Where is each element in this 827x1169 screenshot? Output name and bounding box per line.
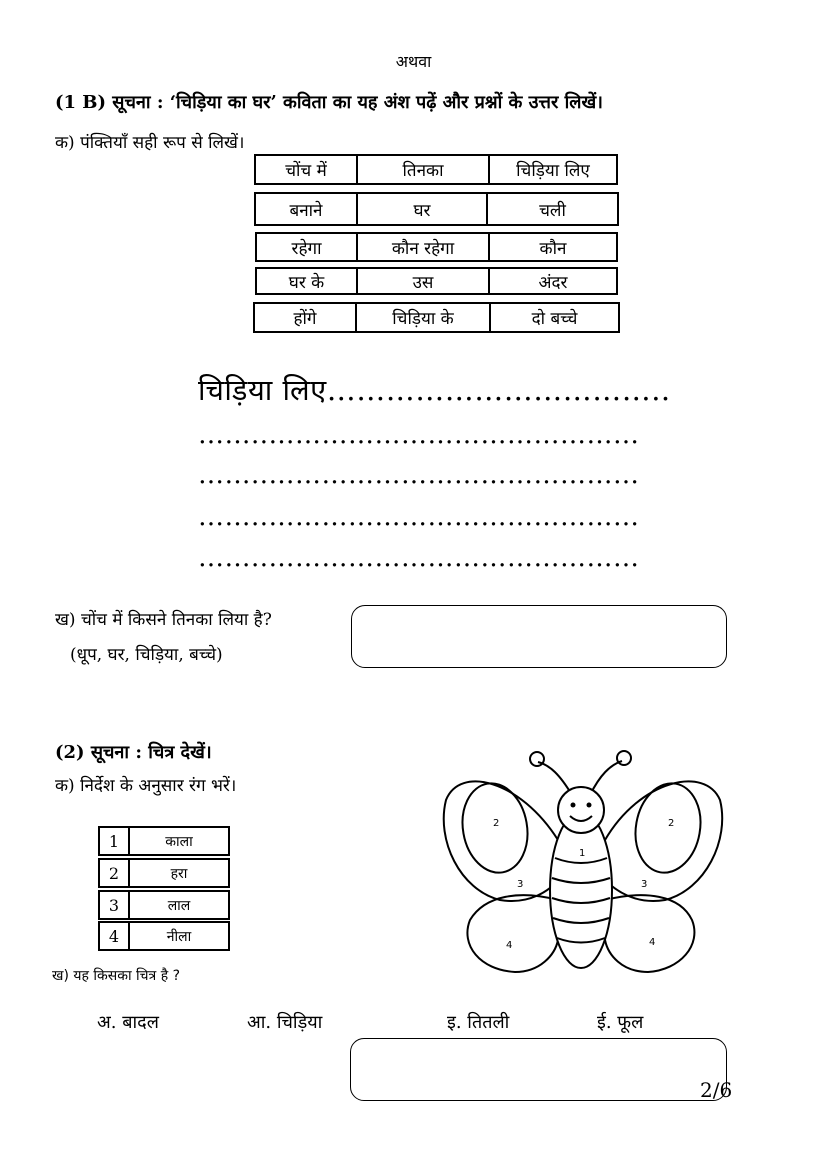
wing-number-label: 2: [493, 818, 500, 829]
word-cell: दो बच्चे: [490, 303, 619, 332]
q2-part-b-question: ख) यह किसका चित्र है ?: [52, 968, 181, 984]
color-key-number: 3: [99, 891, 129, 919]
word-cell: होंगे: [254, 303, 356, 332]
word-cell: चिड़िया लिए: [489, 155, 617, 184]
dotted-writing-line: ……..……………………………………: [198, 502, 640, 532]
word-cell: घर के: [256, 268, 357, 294]
color-key-number: 1: [99, 827, 129, 855]
answer-box-q1b[interactable]: [351, 605, 727, 668]
word-cell: चिड़िया के: [356, 303, 490, 332]
wing-number-label: 2: [668, 818, 675, 829]
word-cell: तिनका: [357, 155, 489, 184]
dotted-writing-line: ……..……………………………………: [198, 543, 640, 573]
word-cell: बनाने: [255, 193, 357, 225]
dotted-writing-line: ……..……………………………………: [198, 420, 640, 450]
word-table-row-4: [255, 267, 618, 295]
color-key-name: काला: [129, 827, 229, 855]
color-key-row-2: [98, 858, 230, 888]
word-cell: कौन रहेगा: [357, 233, 489, 261]
option-aa[interactable]: आ. चिड़िया: [247, 1012, 323, 1033]
word-cell: रहेगा: [256, 233, 357, 261]
butterfly-illustration: [440, 750, 730, 985]
option-a[interactable]: अ. बादल: [97, 1012, 159, 1033]
color-key-row-1: [98, 826, 230, 856]
color-key-name: लाल: [129, 891, 229, 919]
wing-number-label: 3: [517, 879, 524, 890]
color-key-row-3: [98, 890, 230, 920]
word-cell: कौन: [489, 233, 617, 261]
word-table-row-3: [255, 232, 618, 262]
option-i[interactable]: इ. तितली: [447, 1012, 510, 1033]
color-key-number: 2: [99, 859, 129, 887]
q1-heading: (1 B) सूचना : ‘चिड़िया का घर’ कविता का यह अंश पढ़ें और प्रश्नों के उत्तर लिखें।: [55, 92, 603, 113]
answer-box-q2b[interactable]: [350, 1038, 727, 1101]
q2-part-a-label: क) निर्देश के अनुसार रंग भरें।: [55, 776, 237, 796]
color-key-name: हरा: [129, 859, 229, 887]
body-number-label: 1: [579, 848, 586, 859]
word-cell: घर: [357, 193, 487, 225]
word-cell: अंदर: [489, 268, 617, 294]
word-cell: चोंच में: [255, 155, 357, 184]
word-table-row-2: [254, 192, 619, 226]
athva-heading: अथवा: [395, 52, 432, 71]
wing-number-label: 4: [506, 940, 513, 951]
word-table-row-5: [253, 302, 620, 333]
word-table-row-1: [254, 154, 618, 185]
wing-number-label: 4: [649, 937, 656, 948]
writing-start-line: चिड़िया लिए……………………………..: [198, 373, 671, 407]
color-key-name: नीला: [129, 922, 229, 950]
dotted-writing-line: ……..……………………………………: [198, 460, 640, 490]
color-key-row-4: [98, 921, 230, 951]
q1-part-b-question: ख) चोंच में किसने तिनका लिया है?: [55, 610, 272, 630]
word-cell: चली: [487, 193, 618, 225]
wing-number-label: 3: [641, 879, 648, 890]
q1-part-a-label: क) पंक्तियाँ सही रूप से लिखें।: [55, 133, 245, 153]
q1-part-b-options: (धूप, घर, चिड़िया, बच्चे): [70, 645, 223, 665]
color-key-number: 4: [99, 922, 129, 950]
page-number: 2/6: [700, 1078, 733, 1102]
option-ii[interactable]: ई. फूल: [597, 1012, 644, 1033]
word-cell: उस: [357, 268, 489, 294]
q2-heading: (2) सूचना : चित्र देखें।: [55, 742, 212, 763]
